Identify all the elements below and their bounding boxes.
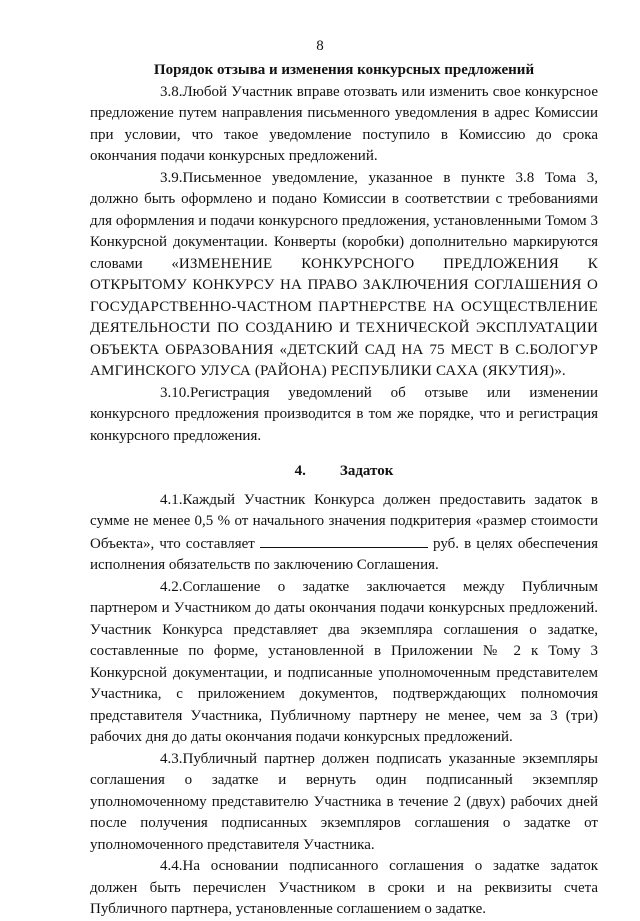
paragraph-number: 4.4.: [160, 858, 183, 874]
paragraph-text: Любой Участник вправе отозвать или изменить свое конкурсное предложение путем направления письменного уведомления в адрес Комиссии при условии, что такое уведомление поступило в Комиссию до срока окончания подачи конкурсных предложений.: [90, 83, 598, 164]
section-heading-withdrawal: Порядок отзыва и изменения конкурсных предложений: [153, 62, 535, 78]
paragraph-number: 3.10.: [160, 384, 190, 401]
paragraph-4-1: [90, 490, 598, 577]
paragraph-4-4: [90, 856, 598, 921]
page-number: 8: [316, 38, 324, 54]
paragraph-text-end: ».: [554, 363, 566, 379]
paragraph-number: 4.3.: [160, 750, 183, 767]
paragraph-text: Соглашение о задатке заключается между Публичным партнером и Участником до даты окончания подачи конкурсных предложений. Участник Конкурса представляет два экземпляра соглашения о задатке, составленные по форме, установленной в Приложении № 2 к Тому 3 Конкурсной документации, и подписанные уполномоченным представителем Участника, с приложением документов, подтверждающих полномочия представителя Участника, Публичному партнеру не менее, чем за 3 (три) рабочих дня до даты окончания подачи конкурсных предложений.: [90, 578, 598, 745]
paragraph-text: Каждый Участник Конкурса должен предоставить задаток в сумме не менее 0,5 % от начального значения подкритерия «размер стоимости Объекта», что составляет: [90, 491, 598, 552]
section-title: Задаток: [339, 463, 394, 479]
paragraph-3-9: [90, 168, 598, 383]
paragraph-text: На основании подписанного соглашения о задатке задаток должен быть перечислен Участником в сроки и на реквизиты счета Публичного партнера, установленные соглашением о задатке.: [90, 858, 598, 917]
paragraph-number: 3.8.: [160, 83, 183, 100]
envelope-marking-text: ИЗМЕНЕНИЕ КОНКУРСНОГО ПРЕДЛОЖЕНИЯ К ОТКРЫТОМУ КОНКУРСУ НА ПРАВО ЗАКЛЮЧЕНИЯ СОГЛАШЕНИЯ О ГОСУДАРСТВЕННО-ЧАСТНОМ ПАРТНЕРСТВЕ НА ОСУЩЕСТВЛЕНИЕ ДЕЯТЕЛЬНОСТИ ПО СОЗДАНИЮ И ТЕХНИЧЕСКОЙ ЭКСПЛУАТАЦИИ ОБЪЕКТА ОБРАЗОВАНИЯ «ДЕТСКИЙ САД НА 75 МЕСТ В С.БОЛОГУР АМГИНСКОГО УЛУСА (РАЙОНА) РЕСПУБЛИКИ САХА (ЯКУТИЯ): [90, 255, 598, 379]
paragraph-text: Письменное уведомление, указанное в пункте 3.8 Тома 3, должно быть оформлено и подано Комиссии в соответствии с требованиями для оформления и подачи конкурсного предложения, установленными Томом 3 Конкурсной документации. Конверты (коробки) дополнительно маркируются словами «: [90, 169, 598, 272]
paragraph-number: 4.1.: [160, 491, 183, 508]
paragraph-number: 4.2.: [160, 578, 183, 595]
section-number: 4.: [294, 463, 306, 479]
paragraph-4-2: [90, 577, 598, 749]
paragraph-3-8: [90, 82, 598, 168]
paragraph-text-end: руб. в целях обеспечения исполнения обязательств по заключению Соглашения.: [90, 535, 598, 573]
amount-blank-line: [260, 533, 428, 548]
paragraph-text: Регистрация уведомлений об отзыве или изменении конкурсного предложения производится в том же порядке, что и регистрация конкурсного предложения.: [90, 384, 598, 444]
paragraph-3-10: [90, 383, 598, 448]
paragraph-number: 3.9.: [160, 169, 183, 186]
paragraph-4-3: [90, 749, 598, 857]
paragraph-text: Публичный партнер должен подписать указанные экземпляры соглашения о задатке и вернуть один подписанный экземпляр уполномоченному представителю Участника в течение 2 (двух) рабочих дней после получения подписанных экземпляров соглашения о задатке от уполномоченного представителя Участника.: [90, 750, 598, 853]
document-body: [90, 60, 598, 921]
section-heading-deposit: [90, 461, 598, 483]
